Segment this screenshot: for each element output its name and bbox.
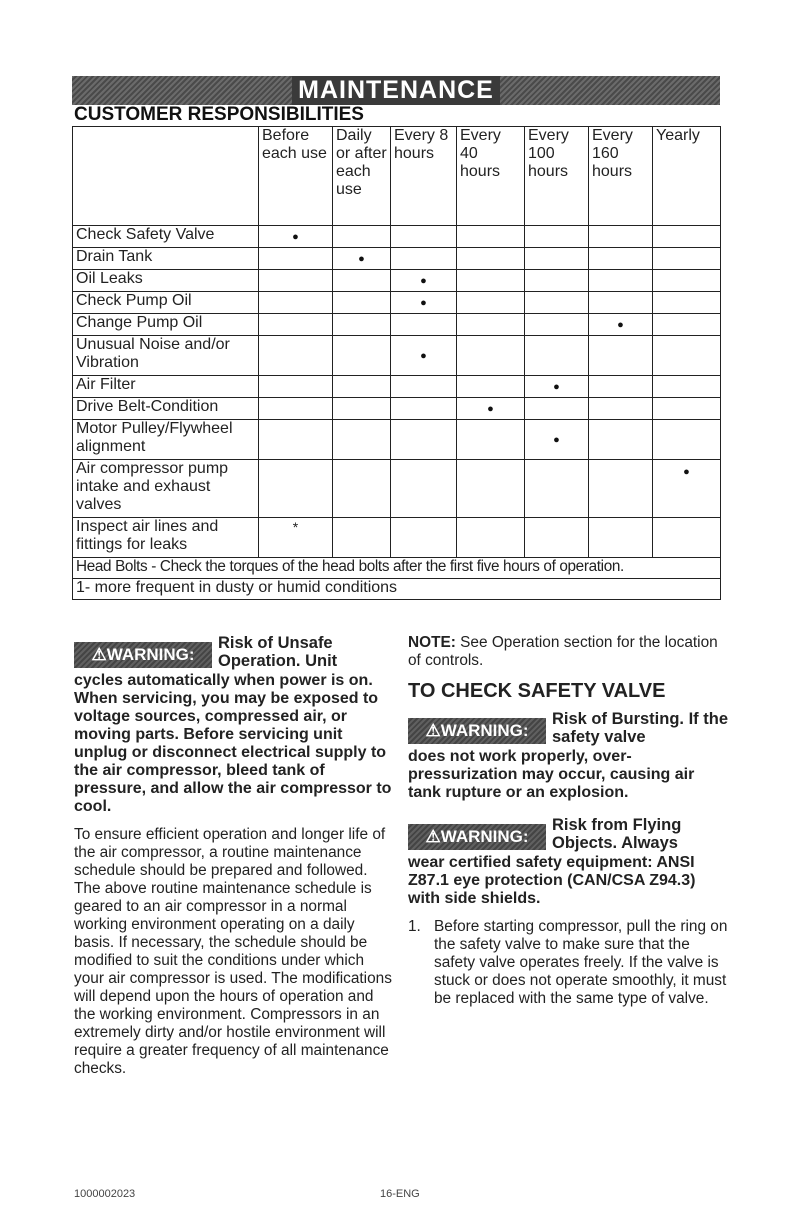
task-cell: Air Filter [73,376,259,398]
note-label: NOTE: [408,634,456,651]
step-number: 1. [408,918,421,935]
warning-text: cycles automatically when power is on. When servicing, you may be exposed to voltage sources, compressed air, or moving parts. Before servicing unit unplug or disconnect electrical supply to the air compressor, bleed tank of pressure, and allow the air compressor to cool. [74,672,392,815]
schedule-mark: ● [391,270,457,292]
task-cell: Change Pump Oil [73,314,259,336]
task-cell: Unusual Noise and/or Vibration [73,336,259,376]
schedule-mark: ● [333,248,391,270]
note [408,634,728,670]
table-note-row [73,579,721,600]
header-cell: Yearly [653,127,721,226]
task-cell: Drain Tank [73,248,259,270]
banner-title: MAINTENANCE [292,76,500,105]
table-row [73,292,721,314]
table-header-row [73,127,721,226]
page-number: 16-ENG [380,1188,420,1200]
table-row [73,314,721,336]
table-row [73,398,721,420]
schedule-mark: * [259,518,333,558]
dusty-conditions-note: 1- more frequent in dusty or humid conditions [73,579,721,600]
section-title: CUSTOMER RESPONSIBILITIES [74,104,364,125]
header-cell: Before each use [259,127,333,226]
header-cell: Every 100 hours [525,127,589,226]
safety-valve-heading: TO CHECK SAFETY VALVE [408,680,666,702]
header-cell: Every 40 hours [457,127,525,226]
warning-badge: ⚠WARNING: [408,824,546,850]
unsafe-operation-warning [74,634,394,672]
schedule-mark: ● [589,314,653,336]
step-text: Before starting compressor, pull the ring on the safety valve to make sure that the safety valve operates freely. If the valve is stuck or does not operate smoothly, it must be replaced with the same type of valve. [434,918,728,1007]
header-blank [73,127,259,226]
header-cell: Every 160 hours [589,127,653,226]
schedule-mark: ● [525,376,589,398]
table-row [73,336,721,376]
task-cell: Motor Pulley/Flywheel alignment [73,420,259,460]
schedule-mark: ● [391,292,457,314]
table-row [73,420,721,460]
schedule-mark: ● [391,336,457,376]
note-text: See Operation section for the location of controls. [408,634,718,669]
warning-text: wear certified safety equipment: ANSI Z87.1 eye protection (CAN/CSA Z94.3) with side shields. [408,854,696,907]
table-row [73,460,721,518]
flying-objects-warning [408,816,728,854]
task-cell: Air compressor pump intake and exhaust valves [73,460,259,518]
table-row [73,376,721,398]
maintenance-schedule-table [72,126,721,600]
left-column [74,634,394,1078]
warning-title: Risk from Flying Objects. Always [552,816,682,852]
task-cell: Oil Leaks [73,270,259,292]
warning-badge: ⚠WARNING: [408,718,546,744]
warning-text: does not work properly, over-pressurization may occur, causing air tank rupture or an explosion. [408,748,695,801]
warning-title: Risk of Bursting. If the safety valve [552,710,729,746]
header-cell: Daily or after each use [333,127,391,226]
bursting-warning [408,710,728,748]
header-cell: Every 8 hours [391,127,457,226]
maintenance-banner [72,76,720,105]
warning-badge: ⚠WARNING: [74,642,212,668]
schedule-mark: ● [653,460,721,518]
table-row [73,518,721,558]
task-cell: Check Pump Oil [73,292,259,314]
schedule-mark: ● [525,420,589,460]
head-bolts-note: Head Bolts - Check the torques of the head bolts after the first five hours of operation. [73,558,721,579]
table-row [73,226,721,248]
schedule-mark: ● [457,398,525,420]
task-cell: Inspect air lines and fittings for leaks [73,518,259,558]
schedule-mark: ● [259,226,333,248]
task-cell: Drive Belt-Condition [73,398,259,420]
table-row [73,270,721,292]
maintenance-paragraph: To ensure efficient operation and longer life of the air compressor, a routine maintenance schedule should be prepared and followed. The above routine maintenance schedule is geared to an air compressor in a normal working environment operating on a daily basis. If necessary, the schedule should be modified to suit the conditions under which your air compressor is used. The modifications will depend upon the hours of operation and the working environment. Compressors in an extremely dirty and/or hostile environment will require a greater frequency of all maintenance checks. [74,826,392,1077]
table-note-row [73,558,721,579]
document-number: 1000002023 [74,1188,136,1200]
table-row [73,248,721,270]
right-column [408,634,728,1008]
warning-title: Risk of Unsafe Operation. Unit [218,634,338,670]
step-item [408,918,728,1008]
task-cell: Check Safety Valve [73,226,259,248]
